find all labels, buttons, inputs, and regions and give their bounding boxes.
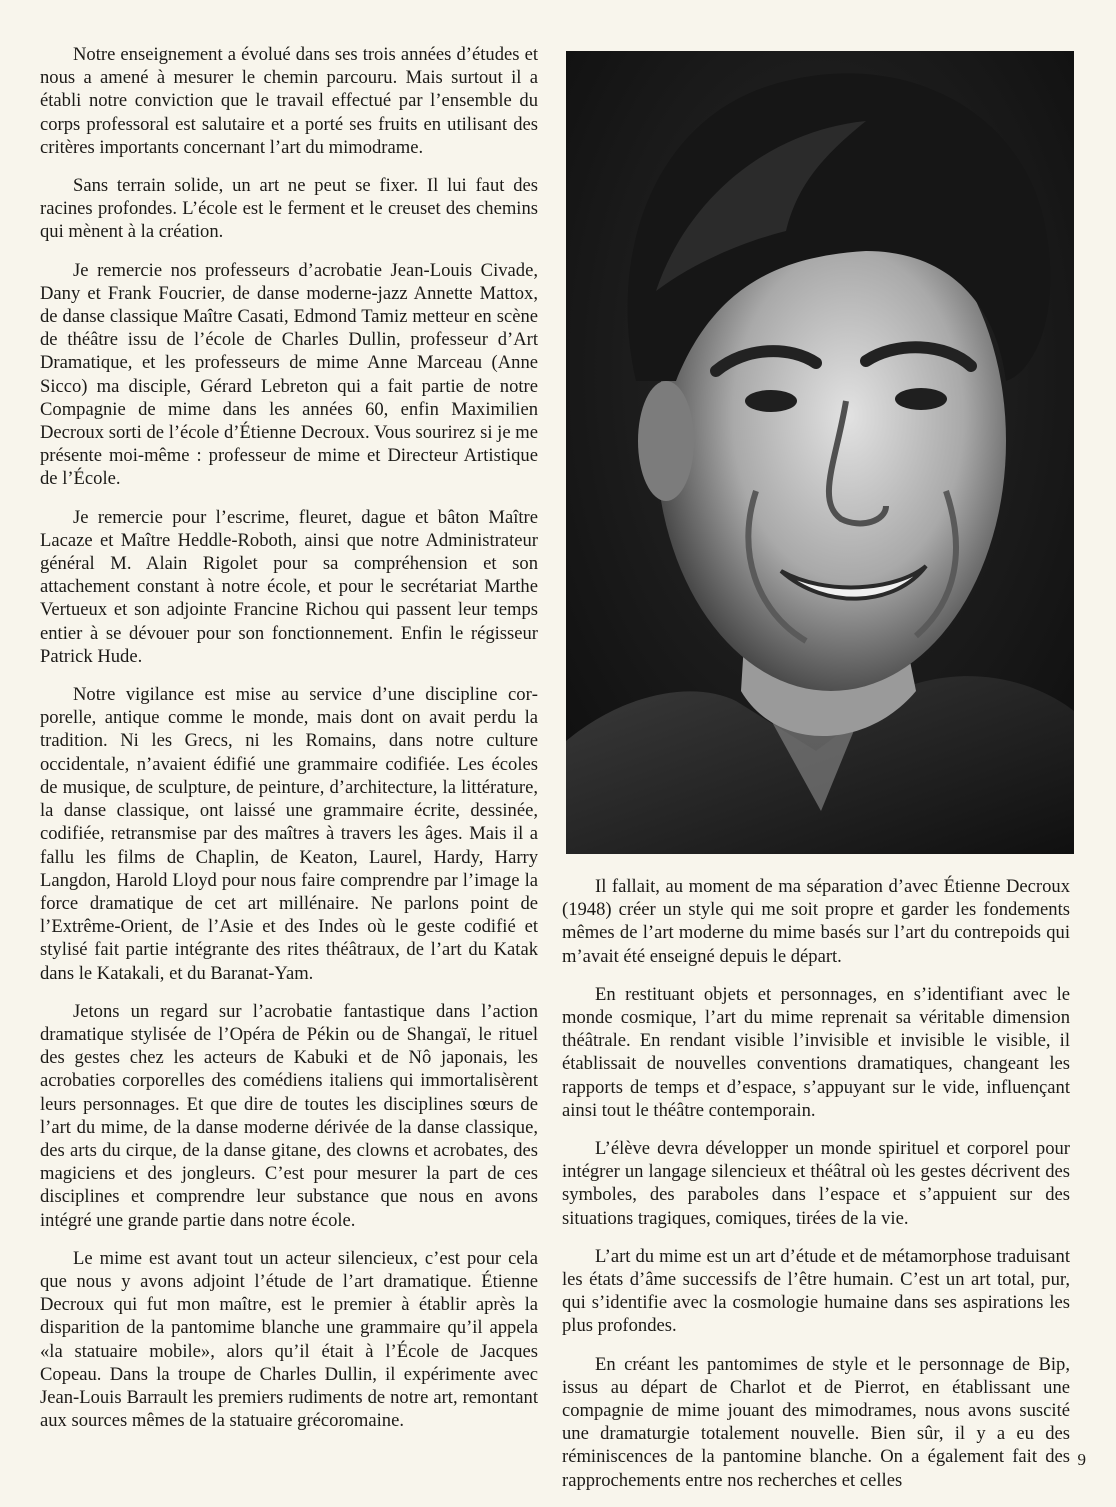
paragraph: L’art du mime est un art d’étude et de métamorphose traduisant les états d’âme successifs de l’être humain. C’est un art total, pur, qui s’identifie avec la cosmologie humaine dans ses aspirations les plus profondes. xyxy=(562,1245,1070,1337)
portrait-illustration xyxy=(566,51,1074,854)
paragraph: L’élève devra développer un monde spirituel et corporel pour intégrer un langage silencieux et théâtral où les gestes décrivent des symboles, des paraboles dans l’espace et s’appuient sur des situations tragiques, comiques, tirées de la vie. xyxy=(562,1138,1070,1229)
paragraph: Jetons un regard sur l’acrobatie fantastique dans l’action dramatique stylisée de l’Opéra de Pékin ou de Shangaï, le rituel des gestes chez les acteurs de Kabuki et de Nô japonais, les acrobaties corporelles des comédiens italiens qui immortalisèrent leurs personnages. Et que dire de toutes les disciplines sœurs de l’art du mime, de la danse moderne dérivée de la danse classique, des arts du cirque, de la danse gitane, des clowns et acrobates, des magiciens et des jongleurs. C’est pour mesurer la part de ces disciplines et comprendre leur substance que nous en avons intégré une grande partie dans notre école. xyxy=(40,1000,538,1231)
paragraph: En créant les pantomimes de style et le personnage de Bip, issus au départ de Charlot et de Pierrot, en établissant une compagnie de mime jouant des mimodrames, nous avons suscité une dramaturgie totalement nouvelle. Bien sûr, il y a eu des réminiscences de la pantomine blanche. On a également fait des rapprochements entre nos recherches et celles xyxy=(562,1353,1070,1491)
paragraph: En restituant objets et personnages, en s’identifiant avec le monde cosmique, l’art du mime reprenait sa véritable dimension théâtrale. En rendant visible l’invisible et invisible le visible, il établissait de nouvelles conventions dramatiques, changeant les rapports de temps et d’espace, s’appuyant sur le vide, influençant ainsi tout le théâtre contemporain. xyxy=(562,983,1070,1121)
paragraph: Il fallait, au moment de ma séparation d’avec Étienne Decroux (1948) créer un style qui me soit propre et garder les fondements mêmes de l’art moderne du mime basés sur l’art du contrepoids qui m’avait été enseigné depuis le départ. xyxy=(562,876,1070,967)
paragraph: Je remercie pour l’escrime, fleuret, dague et bâton Maître Lacaze et Maître Heddle-Roboth, ainsi que notre Administrateur général M. Alain Rigolet pour sa compréhension et son attachement constant à notre école, et pour le secrétariat Marthe Vertueux et son adjointe Francine Richou qui passent leur temps entier à se dévouer pour son fonctionnement. Enfin le régisseur Patrick Hude. xyxy=(40,506,538,667)
left-text-column xyxy=(40,43,538,1447)
portrait-photo xyxy=(566,51,1074,854)
paragraph: Sans terrain solide, un art ne peut se fixer. Il lui faut des racines profondes. L’école est le ferment et le creuset des chemins qui mènent à la création. xyxy=(40,175,538,243)
paragraph: Le mime est avant tout un acteur silencieux, c’est pour cela que nous y avons adjoint l’étude de l’art dramatique. Étienne Decroux qui fut mon maître, est le premier à établir après la disparition de la pantomime blanche une grammaire qu’il appela «la statuaire mobile», alors qu’il était à l’École de Jacques Copeau. Dans la troupe de Charles Dullin, il expérimente avec Jean-Louis Barrault les premiers rudiments de notre art, remontant aux sources mêmes de la statuaire grécoromaine. xyxy=(40,1247,538,1432)
paragraph: Notre vigilance est mise au service d’une discipline corporelle, antique comme le monde, mais dont on avait perdu la tradition. Ni les Grecs, ni les Romains, dans notre culture occidentale, n’avaient édifié une grammaire codifiée. Les écoles de musique, de sculpture, de peinture, d’architecture, la littérature, la danse classique, ont laissé une grammaire écrite, dessinée, codifiée, retransmise par des maîtres à travers les âges. Mais il a fallu les films de Chaplin, de Keaton, Laurel, Hardy, Harry Langdon, Harold Lloyd pour nous faire comprendre par l’image la force dramatique de cet art millénaire. Ne parlons point de l’Extrême-Orient, de l’Asie et des Indes où le geste codifié et stylisé fait partie intégrante des rites théâtraux, de l’art du Katak dans le Katakali, et du Baranat-Yam. xyxy=(40,684,538,984)
paragraph: Notre enseignement a évolué dans ses trois années d’études et nous a amené à mesurer le chemin parcouru. Mais surtout il a établi notre conviction que le travail effectué par l’ensemble du corps professoral est salutaire et a porté ses fruits en utilisant des critères importants concernant l’art du mimodrame. xyxy=(40,44,538,158)
right-text-column xyxy=(562,875,1070,1507)
page-number: 9 xyxy=(1077,1450,1086,1469)
paragraph: Je remercie nos professeurs d’acrobatie Jean-Louis Civade, Dany et Frank Foucrier, de danse moderne-jazz Annette Mattox, de danse classique Maître Casati, Edmond Tamiz metteur en scène de théâtre issu de l’école de Charles Dullin, professeur d’Art Dramatique, et les professeurs de mime Anne Marceau (Anne Sicco) ma disciple, Gérard Lebreton qui a fait partie de notre Compagnie de mime dans les années 60, enfin Maximilien Decroux sorti de l’école d’Étienne Decroux. Vous sourirez si je me présente moi-même : professeur de mime et Directeur Artistique de l’École. xyxy=(40,259,538,490)
